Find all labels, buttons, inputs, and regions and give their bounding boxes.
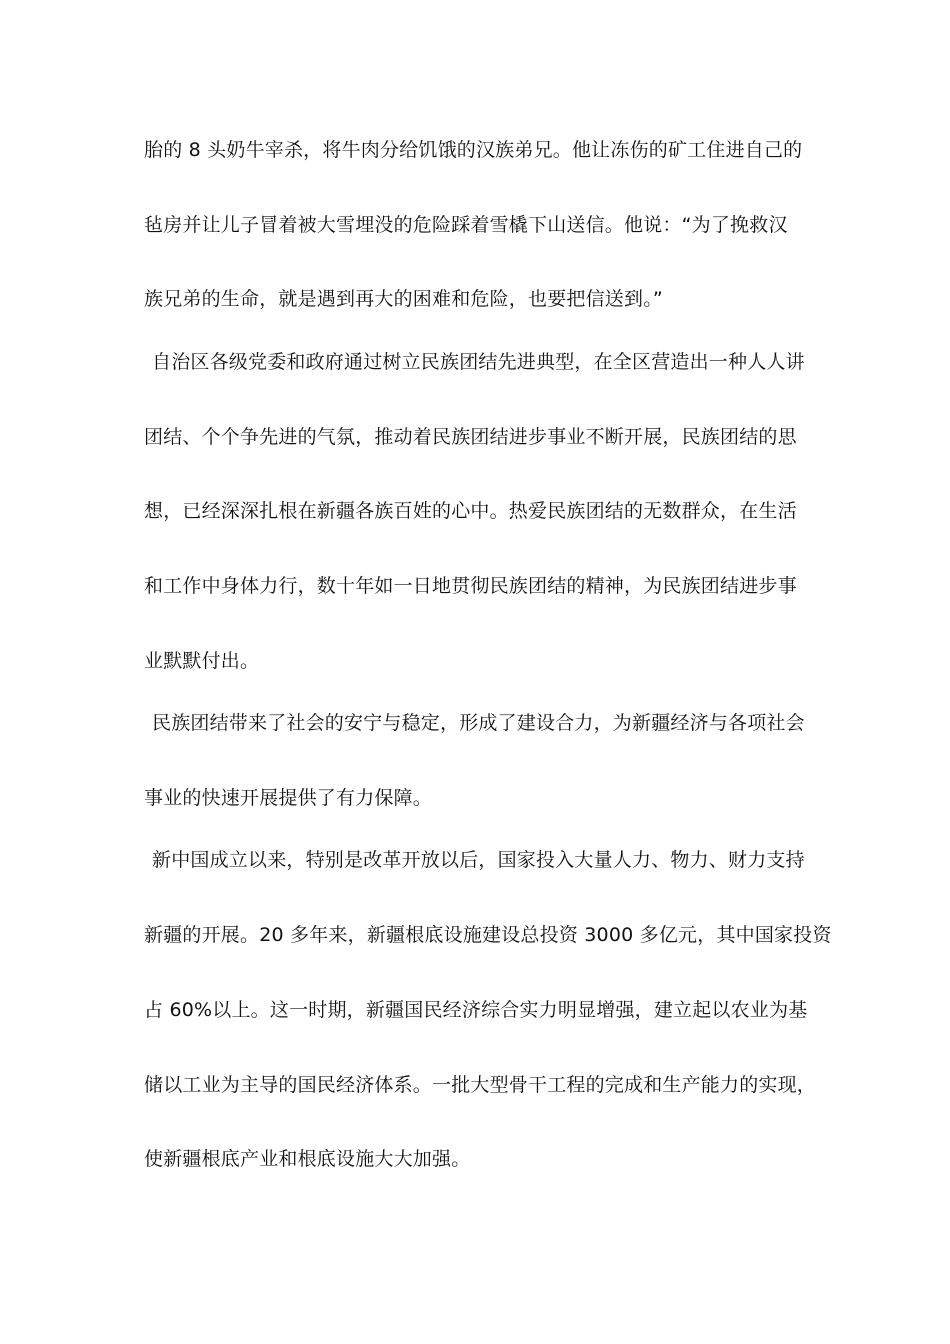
paragraph-line: 民族团结带来了社会的安宁与稳定，形成了建设合力，为新疆经济与各项社会 [152,712,805,734]
paragraph-line: 胎的 8 头奶牛宰杀，将牛肉分给饥饿的汉族弟兄。他让冻伤的矿工住进自己的 [144,139,803,161]
paragraph-line: 想，已经深深扎根在新疆各族百姓的心中。热爱民族团结的无数群众，在生活 [144,500,797,522]
paragraph-line: 团结、个个争先进的气氛，推动着民族团结进步事业不断开展，民族团结的思 [144,426,797,448]
paragraph-line: 业默默付出。 [144,650,260,672]
paragraph-line: 新疆的开展。20 多年来，新疆根底设施建设总投资 3000 多亿元，其中国家投资 [144,924,832,946]
paragraph-line: 和工作中身体力行，数十年如一日地贯彻民族团结的精神，为民族团结进步事 [144,575,797,597]
paragraph-line: 新中国成立以来，特别是改革开放以后，国家投入大量人力、物力、财力支持 [152,849,805,871]
paragraph-line: 事业的快速开展提供了有力保障。 [144,787,433,809]
paragraph-line: 族兄弟的生命，就是遇到再大的困难和危险，也要把信送到。” [144,288,663,310]
paragraph-line: 占 60%以上。这一时期，新疆国民经济综合实力明显增强，建立起以农业为基 [144,999,808,1021]
paragraph-line: 使新疆根底产业和根底设施大大加强。 [144,1148,471,1170]
paragraph-line: 自治区各级党委和政府通过树立民族团结先进典型，在全区营造出一种人人讲 [152,351,805,373]
paragraph-line: 储以工业为主导的国民经济体系。一批大型骨干工程的完成和生产能力的实现， [144,1074,817,1096]
paragraph-line: 毡房并让儿子冒着被大雪埋没的危险踩着雪橇下山送信。他说：“为了挽救汉 [144,214,788,236]
